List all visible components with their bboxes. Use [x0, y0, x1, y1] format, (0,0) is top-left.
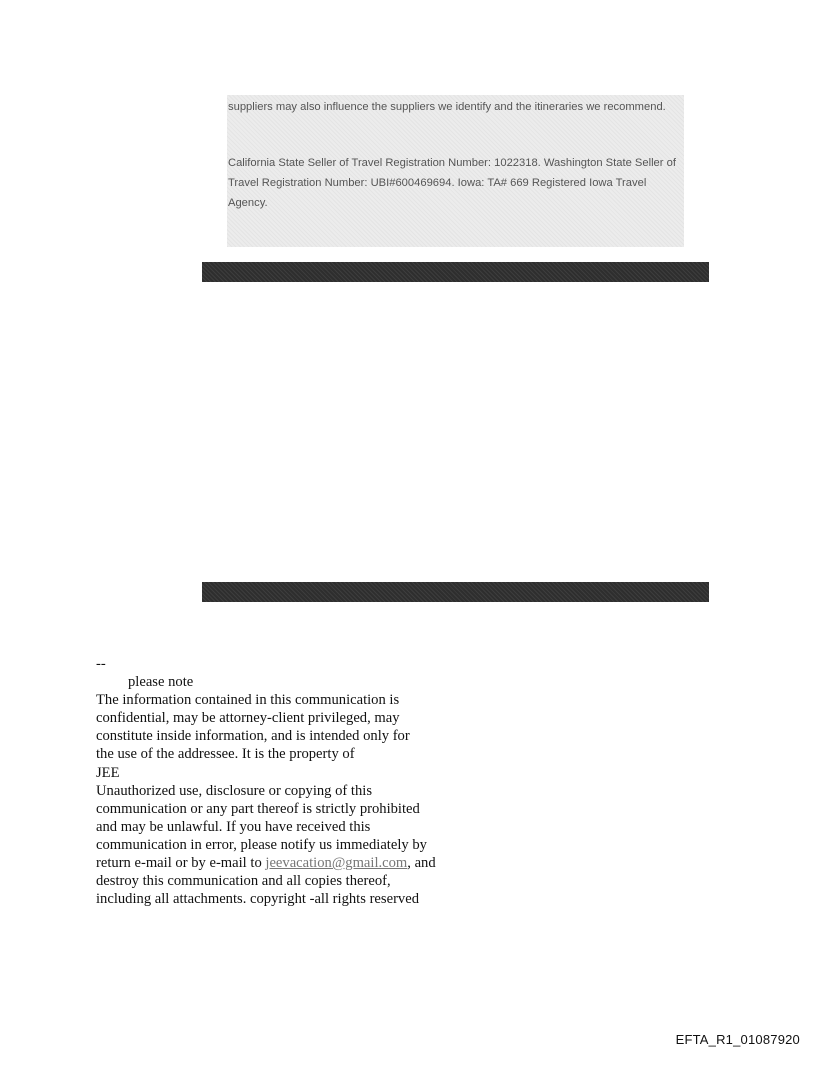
notice-line: including all attachments. copyright -all rights reserved: [96, 891, 419, 908]
notice-heading: please note: [128, 674, 194, 691]
document-id: EFTA_R1_01087920: [675, 1032, 800, 1047]
notice-line: JEE: [96, 764, 120, 781]
notice-line: communication or any part thereof is strictly prohibited: [96, 800, 420, 817]
notice-line: constitute inside information, and is intended only for: [96, 728, 410, 745]
email-link[interactable]: jeevacation@gmail.com: [265, 855, 408, 872]
signature-separator: --: [96, 656, 106, 672]
confidentiality-notice: [96, 655, 496, 908]
notice-line: the use of the addressee. It is the property of: [96, 746, 355, 763]
email-suffix: , and: [407, 855, 436, 872]
notice-line: destroy this communication and all copies thereof,: [96, 873, 391, 890]
notice-line: confidential, may be attorney-client privileged, may: [96, 710, 400, 727]
notice-email-line: [96, 854, 496, 872]
disclaimer-paragraph-suppliers: suppliers may also influence the suppliers we identify and the itineraries we recommend.: [228, 101, 666, 113]
email-prefix: return e-mail or by e-mail to: [96, 855, 266, 872]
notice-line: The information contained in this communication is: [96, 692, 400, 709]
notice-line: communication in error, please notify us immediately by: [96, 836, 427, 853]
notice-line: and may be unlawful. If you have received this: [96, 818, 371, 835]
redaction-bar-bottom: [202, 582, 709, 602]
notice-line: Unauthorized use, disclosure or copying of this: [96, 782, 373, 799]
disclaimer-paragraph-registration: California State Seller of Travel Registration Number: 1022318. Washington State Seller of Travel Registration Number: UBI#600469694. Iowa: TA# 669 Registered Iowa Travel Agency.: [228, 157, 676, 209]
redaction-bar-top: [202, 262, 709, 282]
disclaimer-box: [227, 95, 684, 247]
